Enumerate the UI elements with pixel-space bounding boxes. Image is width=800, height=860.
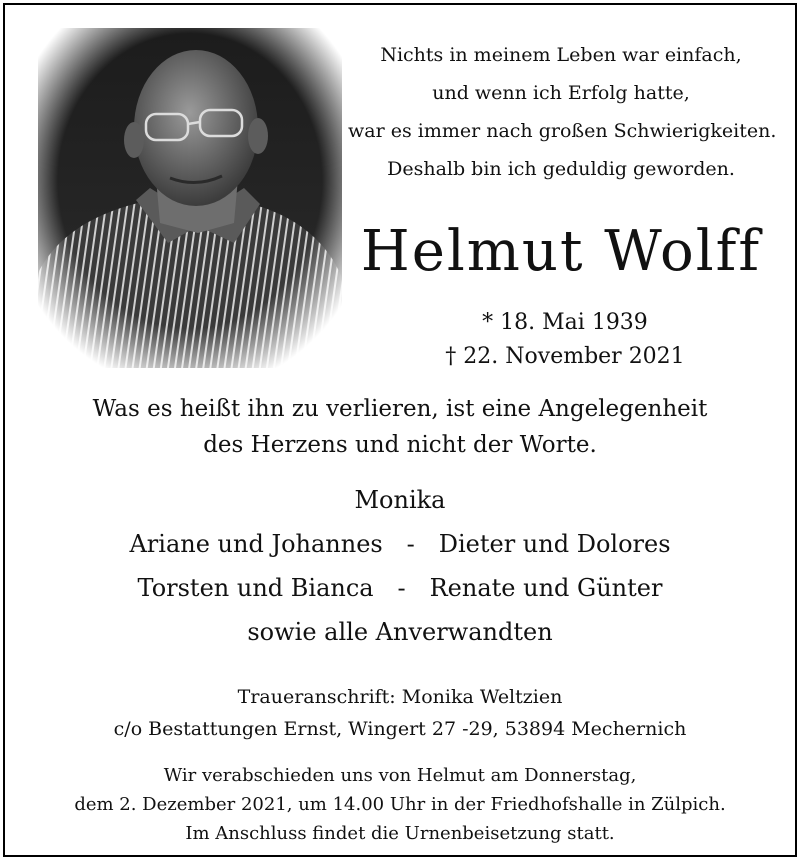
deceased-name: Helmut Wolff [360, 219, 762, 284]
birth-date: * 18. Mai 1939 [482, 310, 648, 335]
separator: - [397, 574, 406, 602]
address-line: c/o Bestattungen Ernst, Wingert 27 -29, 53894 Mechernich [113, 718, 687, 740]
family-pair: Renate und Günter [429, 574, 663, 602]
separator: - [406, 530, 415, 558]
quote-block [348, 36, 777, 188]
family-pair: Torsten und Bianca [137, 574, 374, 602]
quote-line: Deshalb bin ich geduldig geworden. [387, 158, 735, 180]
service-line: Im Anschluss findet die Urnenbeisetzung statt. [185, 823, 615, 844]
address-line: Traueranschrift: Monika Weltzien [237, 686, 563, 708]
portrait-photo [38, 28, 342, 368]
spouse-name: Monika [354, 486, 446, 514]
mourning-address [20, 681, 780, 745]
quote-line: Nichts in meinem Leben war einfach, [380, 44, 742, 66]
life-dates [400, 306, 730, 374]
motto-line: des Herzens und nicht der Worte. [203, 432, 597, 458]
motto-block [20, 391, 780, 463]
motto-line: Was es heißt ihn zu verlieren, ist eine Angelegenheit [92, 396, 708, 422]
quote-line: war es immer nach großen Schwierigkeiten. [348, 120, 777, 142]
family-row [20, 522, 780, 566]
other-relatives: sowie alle Anverwandten [247, 618, 553, 646]
mourners-block [20, 478, 780, 654]
family-pair: Ariane und Johannes [129, 530, 383, 558]
family-pair: Dieter und Dolores [438, 530, 671, 558]
death-date: † 22. November 2021 [445, 344, 685, 369]
funeral-service-info [20, 761, 780, 848]
family-row [20, 566, 780, 610]
service-line: Wir verabschieden uns von Helmut am Donnerstag, [163, 765, 637, 786]
service-line: dem 2. Dezember 2021, um 14.00 Uhr in der Friedhofshalle in Zülpich. [74, 794, 726, 815]
quote-line: und wenn ich Erfolg hatte, [432, 82, 690, 104]
